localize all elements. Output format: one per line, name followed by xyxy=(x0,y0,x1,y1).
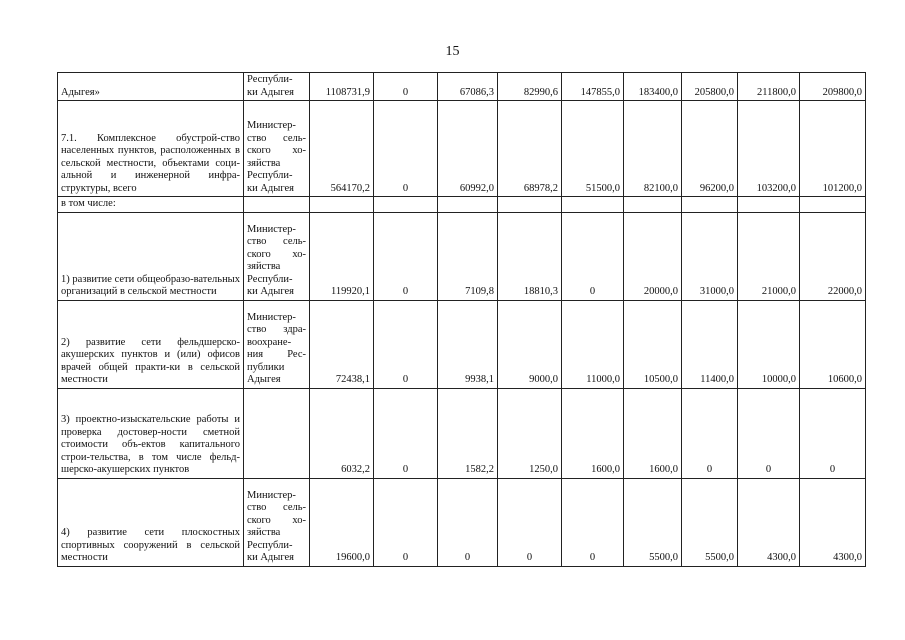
value-cell: 5500,0 xyxy=(624,478,682,566)
value-cell: 4300,0 xyxy=(800,478,866,566)
table-row xyxy=(58,73,866,101)
value-cell: 82990,6 xyxy=(498,73,562,101)
value-cell: 183400,0 xyxy=(624,73,682,101)
value-cell: 5500,0 xyxy=(682,478,738,566)
value-cell: 67086,3 xyxy=(438,73,498,101)
value-cell xyxy=(624,197,682,213)
value-cell: 119920,1 xyxy=(310,212,374,300)
value-cell: 9000,0 xyxy=(498,300,562,388)
value-cell: 10500,0 xyxy=(624,300,682,388)
executor-line: ского хо- xyxy=(247,514,306,526)
row-description: 1) развитие сети общеобразо-вательных организаций в сельской местности xyxy=(58,212,244,300)
value-cell: 205800,0 xyxy=(682,73,738,101)
executor-line: ство сель- xyxy=(247,236,306,247)
executor-line: ского хо- xyxy=(247,145,306,156)
row-executor xyxy=(244,388,310,478)
value-cell: 72438,1 xyxy=(310,300,374,388)
value-cell: 20000,0 xyxy=(624,212,682,300)
value-cell: 0 xyxy=(374,101,438,197)
value-cell xyxy=(800,197,866,213)
value-cell xyxy=(738,197,800,213)
executor-line: Министер- xyxy=(247,489,296,501)
table-row xyxy=(58,101,866,197)
executor-line: ство сель- xyxy=(247,132,306,144)
value-cell: 147855,0 xyxy=(562,73,624,101)
executor-line: публики xyxy=(247,361,285,373)
value-cell: 60992,0 xyxy=(438,101,498,197)
value-cell: 6032,2 xyxy=(310,388,374,478)
executor-line: ского хо- xyxy=(247,248,306,260)
value-cell xyxy=(310,197,374,213)
executor-line: Министер- xyxy=(247,120,296,131)
value-cell: 18810,3 xyxy=(498,212,562,300)
value-cell: 0 xyxy=(562,212,624,300)
table-row xyxy=(58,478,866,566)
value-cell: 11400,0 xyxy=(682,300,738,388)
value-cell: 1250,0 xyxy=(498,388,562,478)
value-cell: 10600,0 xyxy=(800,300,866,388)
value-cell: 103200,0 xyxy=(738,101,800,197)
value-cell: 0 xyxy=(498,478,562,566)
row-executor xyxy=(244,300,310,388)
value-cell: 1600,0 xyxy=(562,388,624,478)
executor-line: Министер- xyxy=(247,311,296,323)
value-cell: 209800,0 xyxy=(800,73,866,101)
value-cell: 19600,0 xyxy=(310,478,374,566)
row-description: в том числе: xyxy=(58,197,244,213)
value-cell: 51500,0 xyxy=(562,101,624,197)
table-row xyxy=(58,388,866,478)
value-cell: 22000,0 xyxy=(800,212,866,300)
value-cell: 0 xyxy=(374,300,438,388)
value-cell xyxy=(682,197,738,213)
table-row xyxy=(58,300,866,388)
table-row xyxy=(58,212,866,300)
executor-line: Республи- xyxy=(247,539,293,551)
budget-table xyxy=(57,72,866,567)
value-cell: 31000,0 xyxy=(682,212,738,300)
value-cell: 0 xyxy=(374,73,438,101)
executor-line: зяйства xyxy=(247,157,281,169)
value-cell: 1582,2 xyxy=(438,388,498,478)
executor-line: Адыгея xyxy=(247,374,281,385)
page-number: 15 xyxy=(445,44,460,59)
value-cell: 82100,0 xyxy=(624,101,682,197)
value-cell xyxy=(374,197,438,213)
value-cell xyxy=(562,197,624,213)
value-cell: 0 xyxy=(738,388,800,478)
row-executor xyxy=(244,197,310,213)
row-executor xyxy=(244,101,310,197)
value-cell: 1108731,9 xyxy=(310,73,374,101)
executor-line: ния Рес- xyxy=(247,349,306,360)
value-cell: 0 xyxy=(438,478,498,566)
value-cell: 564170,2 xyxy=(310,101,374,197)
executor-line: зяйства xyxy=(247,261,281,272)
value-cell: 0 xyxy=(800,388,866,478)
value-cell: 10000,0 xyxy=(738,300,800,388)
executor-line: Республи- xyxy=(247,74,293,85)
executor-line: Министер- xyxy=(247,223,296,235)
executor-line: ки Адыгея xyxy=(247,86,294,98)
row-executor xyxy=(244,73,310,101)
executor-line: ки Адыгея xyxy=(247,552,294,563)
value-cell xyxy=(498,197,562,213)
executor-line: ки Адыгея xyxy=(247,286,294,297)
executor-line: ство сель- xyxy=(247,502,306,513)
row-description: 3) проектно-изыскательские работы и проверка достовер-ности сметной стоимости объ-ектов капитального строи-тельства, в том числе фельд-шерско-акушерских пунктов xyxy=(58,388,244,478)
executor-line: Республи- xyxy=(247,273,293,285)
row-executor xyxy=(244,212,310,300)
value-cell: 96200,0 xyxy=(682,101,738,197)
value-cell: 4300,0 xyxy=(738,478,800,566)
executor-line: Республи- xyxy=(247,170,293,181)
value-cell: 1600,0 xyxy=(624,388,682,478)
value-cell: 0 xyxy=(562,478,624,566)
value-cell: 11000,0 xyxy=(562,300,624,388)
executor-line: воохране- xyxy=(247,336,292,348)
value-cell: 9938,1 xyxy=(438,300,498,388)
value-cell: 7109,8 xyxy=(438,212,498,300)
table-body xyxy=(58,73,866,567)
table-row xyxy=(58,197,866,213)
row-description: 7.1. Комплексное обустрой-ство населенных пунктов, расположенных в сельской местности, объектами соци-альной и инженерной инфра-структуры, всего xyxy=(58,101,244,197)
value-cell: 68978,2 xyxy=(498,101,562,197)
executor-line: ки Адыгея xyxy=(247,182,294,194)
row-description: 2) развитие сети фельдшерско-акушерских пунктов и (или) офисов врачей общей практи-ки в сельской местности xyxy=(58,300,244,388)
value-cell: 0 xyxy=(374,388,438,478)
value-cell: 0 xyxy=(374,212,438,300)
executor-line: зяйства xyxy=(247,527,281,538)
value-cell: 0 xyxy=(682,388,738,478)
row-description: Адыгея» xyxy=(58,73,244,101)
row-description: 4) развитие сети плоскостных спортивных сооружений в сельской местности xyxy=(58,478,244,566)
value-cell xyxy=(438,197,498,213)
executor-line: ство здра- xyxy=(247,324,306,335)
value-cell: 21000,0 xyxy=(738,212,800,300)
value-cell: 211800,0 xyxy=(738,73,800,101)
row-executor xyxy=(244,478,310,566)
value-cell: 101200,0 xyxy=(800,101,866,197)
value-cell: 0 xyxy=(374,478,438,566)
